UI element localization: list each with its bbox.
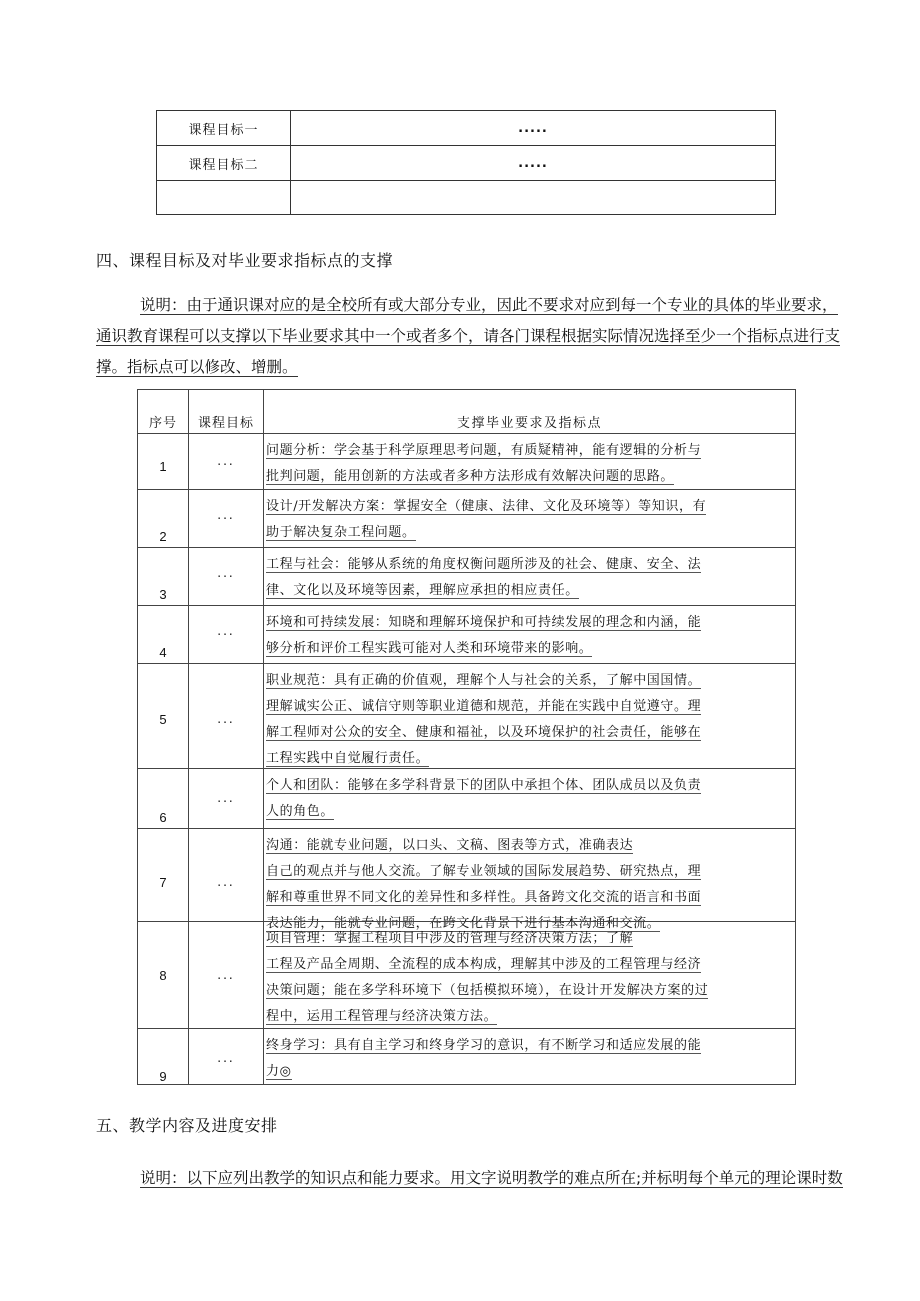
section-5-note: [96, 1163, 843, 1194]
requirement-line: 程中，运用工程管理与经济决策方法。: [266, 1009, 498, 1024]
course-goal-value: ...: [217, 791, 235, 805]
row-number-cell: [138, 434, 189, 489]
requirement-line: 够分析和评价工程实践可能对人类和环境带来的影响。: [266, 641, 593, 656]
row-number: 9: [159, 1069, 167, 1084]
requirement-line: 自己的观点并与他人交流。了解专业领域的国际发展趋势、研究热点，理: [266, 864, 702, 879]
course-goal-cell: [189, 1029, 264, 1085]
table-row: [138, 547, 795, 605]
course-goal-value: ...: [217, 566, 235, 580]
course-goal-value: ...: [217, 454, 235, 468]
requirement-line: 问题分析：学会基于科学原理思考问题，有质疑精神，能有逻辑的分析与: [266, 443, 702, 458]
objective-label: 课程目标二: [157, 146, 291, 180]
course-goal-value: ...: [217, 875, 235, 889]
objective-label: [157, 181, 291, 215]
course-goal-value: ...: [217, 1051, 235, 1065]
row-number: 6: [159, 810, 167, 825]
course-goal-value: ...: [217, 712, 235, 726]
requirement-line: 解和尊重世界不同文化的差异性和多样性。具备跨文化交流的语言和书面: [266, 890, 702, 905]
note-line-3: 撑。指标点可以修改、增删。: [96, 358, 298, 376]
requirement-line: 工程及产品全周期、全流程的成本构成，理解其中涉及的工程管理与经济: [266, 957, 702, 972]
course-goal-cell: [189, 548, 264, 605]
row-number-cell: [138, 829, 189, 921]
requirement-line: 律、文化以及环境等因素，理解应承担的相应责任。: [266, 583, 579, 598]
objective-value: [291, 181, 775, 215]
note-line-2: 通识教育课程可以支撑以下毕业要求其中一个或者多个，请各门课程根据实际情况选择至少一个指标点进行支: [96, 327, 841, 345]
objectives-table: [156, 110, 776, 215]
section-4-note: [96, 290, 841, 383]
requirement-line: 职业规范：具有正确的价值观，理解个人与社会的关系，了解中国国情。: [266, 673, 702, 688]
requirement-cell: [264, 548, 795, 605]
requirement-line: 工程实践中自觉履行责任。: [266, 751, 430, 766]
header-goal: 课程目标: [189, 390, 264, 433]
requirement-line: 人的角色。: [266, 804, 335, 819]
course-goal-cell: [189, 664, 264, 768]
course-goal-value: ...: [217, 968, 235, 982]
objective-row-3: [157, 181, 775, 215]
table-row: [138, 828, 795, 931]
objective-value: .....: [518, 120, 548, 136]
course-goal-cell: [189, 606, 264, 663]
requirement-line: 终身学习：具有自主学习和终身学习的意识，有不断学习和适应发展的能: [266, 1038, 702, 1053]
row-number-cell: [138, 490, 189, 547]
requirement-line: 表达能力，能就专业问题，在跨文化背景下进行基本沟通和交流。: [266, 916, 661, 931]
row-number-cell: [138, 548, 189, 605]
requirement-line: 项目管理：掌握工程项目中涉及的管理与经济决策方法；了解: [266, 931, 634, 946]
requirement-line: 力◎: [266, 1064, 292, 1079]
course-goal-cell: [189, 769, 264, 828]
row-number-cell: [138, 664, 189, 768]
section-4-title: 四、课程目标及对毕业要求指标点的支撑: [96, 251, 394, 270]
table-row: [138, 489, 795, 547]
requirement-line: 助于解决复杂工程问题。: [266, 525, 416, 540]
row-number: 5: [159, 712, 167, 727]
requirement-line: 个人和团队：能够在多学科背景下的团队中承担个体、团队成员以及负责: [266, 778, 702, 793]
course-goal-cell: [189, 490, 264, 547]
requirement-line: 环境和可持续发展：知晓和理解环境保护和可持续发展的理念和内涵，能: [266, 615, 702, 630]
requirement-line: 设计/开发解决方案：掌握安全（健康、法律、文化及环境等）等知识，有: [266, 499, 707, 514]
requirement-cell: [264, 829, 795, 931]
requirement-cell: [264, 490, 795, 547]
table-header: [138, 390, 795, 433]
objective-row-2: [157, 146, 775, 181]
row-number: 7: [159, 875, 167, 890]
table-row: [138, 768, 795, 828]
course-goal-value: ...: [217, 508, 235, 522]
requirement-line: 工程与社会：能够从系统的角度权衡问题所涉及的社会、健康、安全、法: [266, 557, 702, 572]
course-goal-cell: [189, 922, 264, 1028]
support-table: [137, 389, 796, 1085]
table-row: [138, 1028, 795, 1085]
row-number-cell: [138, 769, 189, 828]
note-line-1: 说明：由于通识课对应的是全校所有或大部分专业，因此不要求对应到每一个专业的具体的毕业要求，: [140, 296, 838, 314]
objective-row-1: [157, 111, 775, 146]
requirement-line: 理解诚实公正、诚信守则等职业道德和规范，并能在实践中自觉遵守。理: [266, 699, 702, 714]
row-number: 3: [159, 587, 167, 602]
header-no: 序号: [138, 390, 189, 433]
table-row: [138, 921, 795, 1028]
header-desc: 支撑毕业要求及指标点: [456, 416, 602, 431]
course-goal-cell: [189, 829, 264, 921]
requirement-line: 沟通：能就专业问题，以口头、文稿、图表等方式，准确表达: [266, 838, 634, 853]
requirement-cell: [264, 664, 795, 768]
table-row: [138, 433, 795, 489]
requirement-line: 决策问题；能在多学科环境下（包括模拟环境），在设计开发解决方案的过: [266, 983, 709, 998]
table-row: [138, 663, 795, 768]
row-number: 4: [159, 645, 167, 660]
note-line: 说明：以下应列出教学的知识点和能力要求。用文字说明教学的难点所在;并标明每个单元的理论课时数: [140, 1169, 843, 1187]
section-5-title: 五、教学内容及进度安排: [96, 1116, 278, 1135]
requirement-cell: [264, 434, 795, 489]
requirement-cell: [264, 769, 795, 828]
objective-label: 课程目标一: [157, 111, 291, 145]
requirement-line: 批判问题，能用创新的方法或者多种方法形成有效解决问题的思路。: [266, 469, 675, 484]
row-number: 1: [159, 459, 167, 474]
row-number-cell: [138, 922, 189, 1028]
course-goal-value: ...: [217, 624, 235, 638]
table-row: [138, 605, 795, 663]
requirement-cell: [264, 606, 795, 663]
course-goal-cell: [189, 434, 264, 489]
row-number: 2: [159, 529, 167, 544]
row-number-cell: [138, 606, 189, 663]
row-number: 8: [159, 968, 167, 983]
objective-value: .....: [518, 155, 548, 171]
requirement-cell: [264, 922, 795, 1028]
requirement-line: 解工程师对公众的安全、健康和福祉，以及环境保护的社会责任，能够在: [266, 725, 702, 740]
row-number-cell: [138, 1029, 189, 1085]
requirement-cell: [264, 1029, 795, 1085]
